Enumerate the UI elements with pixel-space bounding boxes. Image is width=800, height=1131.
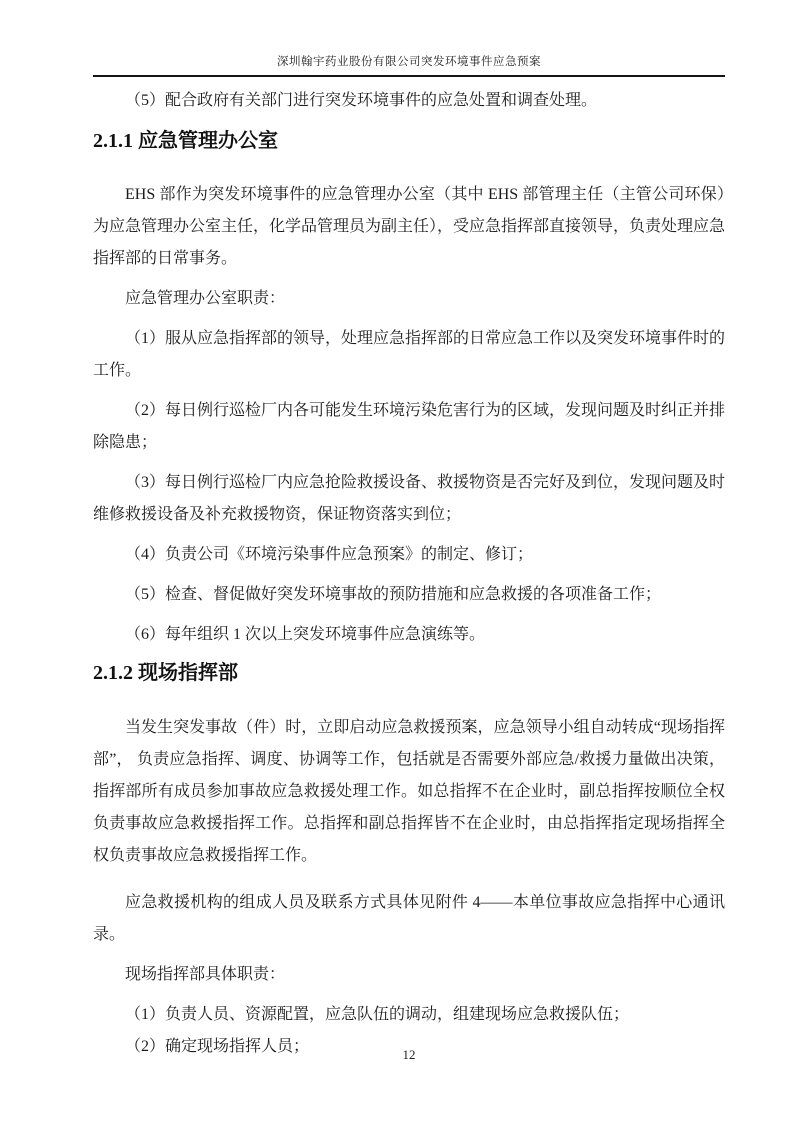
office-duty-item-5: （5）检查、督促做好突发环境事故的预防措施和应急救援的各项准备工作； (125, 586, 662, 603)
paragraph-ehs-office: EHS 部作为突发环境事件的应急管理办公室（其中 EHS 部管理主任（主管公司环保）为应急管理办公室主任，化学品管理员为副主任），受应急指挥部直接领导，负责处理应急指挥部的日常事务。 (93, 186, 726, 267)
office-duty-item-2: （2）每日例行巡检厂内各可能发生环境污染危害行为的区域，发现问题及时纠正并排除隐患； (93, 402, 726, 451)
office-duty-item-3: （3）每日例行巡检厂内应急抢险救援设备、救援物资是否完好及到位，发现问题及时维修救援设备及补充救援物资，保证物资落实到位； (93, 474, 726, 523)
office-duty-item-6: （6）每年组织 1 次以上突发环境事件应急演练等。 (125, 626, 486, 643)
paragraph-attachment-reference: 应急救援机构的组成人员及联系方式具体见附件 4——本单位事故应急指挥中心通讯录。 (93, 894, 725, 943)
document-header-title: 深圳翰宇药业股份有限公司突发环境事件应急预案 (277, 56, 541, 68)
command-duty-item-1: （1）负责人员、资源配置，应急队伍的调动，组建现场应急救援队伍； (125, 1006, 630, 1023)
section-heading-2-1-1: 2.1.1 应急管理办公室 (93, 130, 278, 152)
page-number: 12 (402, 1047, 416, 1062)
paragraph-office-duties-intro: 应急管理办公室职责： (125, 290, 286, 307)
section-heading-2-1-2: 2.1.2 现场指挥部 (93, 662, 238, 684)
page-header (93, 0, 725, 77)
command-duty-item-2: （2）确定现场指挥人员； (125, 1038, 310, 1055)
paragraph-item5-government: （5）配合政府有关部门进行突发环境事件的应急处置和调查处理。 (125, 92, 598, 109)
paragraph-onsite-command: 当发生突发事故（件）时，立即启动应急救援预案，应急领导小组自动转成“现场指挥部”， 负责应急指挥、调度、协调等工作，包括就是否需要外部应急/救援力量做出决策，指挥部所有成员参加事故应急救援处理工作。如总指挥不在企业时，副总指挥按顺位全权负责事故应急救援指挥工作。总指挥和副总指挥皆不在企业时，由总指挥指定现场指挥全权负责事故应急救援指挥工作。 (93, 719, 725, 864)
paragraph-command-duties-intro: 现场指挥部具体职责： (125, 966, 286, 983)
office-duty-item-4: （4）负责公司《环境污染事件应急预案》的制定、修订； (125, 546, 534, 563)
document-content-column (93, 0, 725, 1063)
office-duty-item-1: （1）服从应急指挥部的领导，处理应急指挥部的日常应急工作以及突发环境事件时的工作。 (93, 330, 726, 379)
